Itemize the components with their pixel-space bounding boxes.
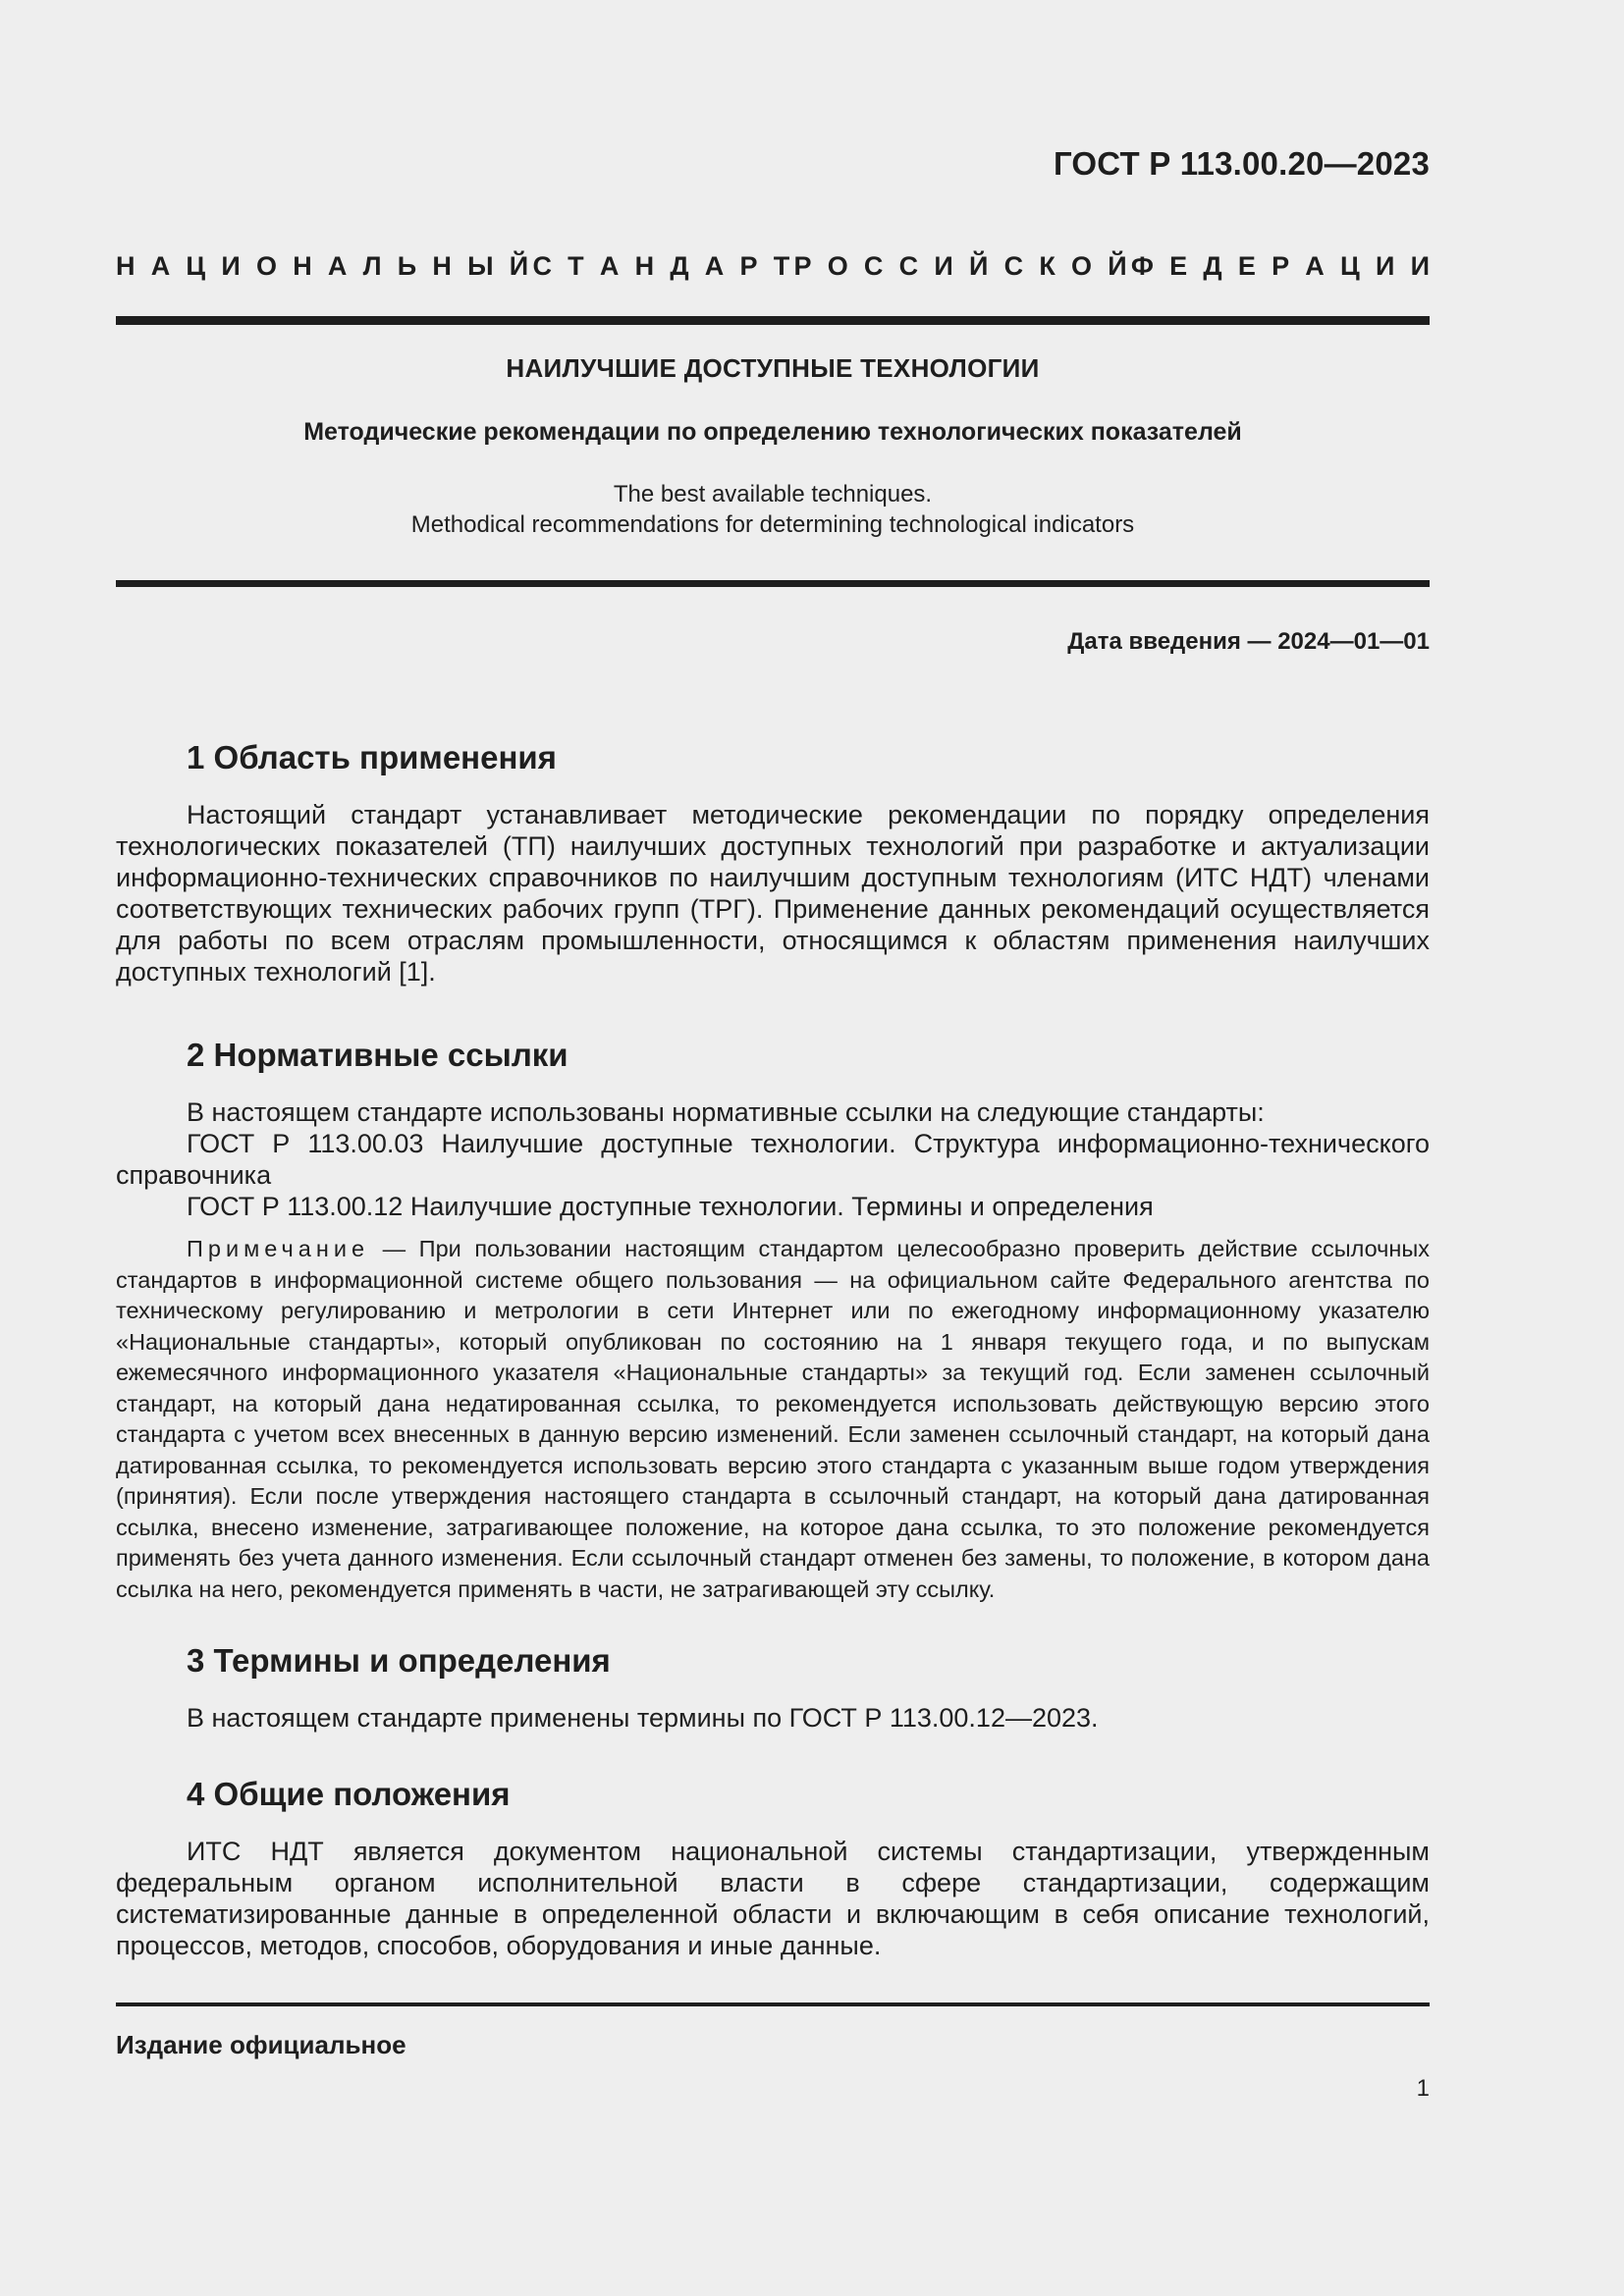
page-number: 1 — [1416, 2075, 1430, 2102]
english-title-line: Methodical recommendations for determining technological indicators — [410, 511, 1135, 538]
banner-word: Ф Е Д Е Р А Ц И И — [1130, 251, 1430, 281]
document-title: НАИЛУЧШИЕ ДОСТУПНЫЕ ТЕХНОЛОГИИ — [506, 353, 1040, 383]
document-page — [116, 0, 1430, 2296]
note-block — [116, 1234, 1430, 1605]
section-heading: 1 Область применения — [187, 739, 557, 775]
top-rule — [116, 316, 1430, 325]
section-heading: 4 Общие положения — [187, 1776, 511, 1812]
note-label: Примечание — [187, 1236, 370, 1261]
section-paragraph: В настоящем стандарте использованы нормативные ссылки на следующие стандарты: — [187, 1097, 1265, 1127]
section-terms — [116, 1641, 1430, 1734]
section-scope — [116, 738, 1430, 988]
section-heading: 2 Нормативные ссылки — [187, 1037, 568, 1073]
edition-label: Издание официальное — [116, 2030, 406, 2059]
reference-item: ГОСТ Р 113.00.03 Наилучшие доступные технологии. Структура информационно-технического справочника — [116, 1129, 1430, 1190]
section-paragraph: Настоящий стандарт устанавливает методические рекомендации по порядку определения технологических показателей (ТП) наилучших доступных технологий при разработке и актуализации информационно-технических справочников по наилучшим доступным технологиям (ИТС НДТ) членами соответствующих технических рабочих групп (ТРГ). Применение данных рекомендаций осуществляется для работы по всем отраслям промышленности, относящимся к областям применения наилучших доступных технологий [1]. — [116, 800, 1430, 987]
footer-rule — [116, 2002, 1430, 2006]
english-title — [116, 479, 1430, 540]
section-paragraph: ИТС НДТ является документом национальной системы стандартизации, утвержденным федеральным органом исполнительной власти в сфере стандартизации, содержащим систематизированные данные в определенной области и включающим в себя описание технологий, процессов, методов, способов, оборудования и иные данные. — [116, 1837, 1430, 1960]
section-paragraph: В настоящем стандарте применены термины по ГОСТ Р 113.00.12—2023. — [187, 1703, 1099, 1733]
section-heading: 3 Термины и определения — [187, 1642, 611, 1679]
english-title-line: The best available techniques. — [613, 481, 933, 507]
banner-word: С Т А Н Д А Р Т — [532, 251, 790, 281]
document-subtitle: Методические рекомендации по определению технологических показателей — [303, 418, 1242, 446]
document-code: ГОСТ Р 113.00.20—2023 — [1053, 145, 1430, 182]
national-standard-banner — [116, 251, 1430, 282]
banner-word: Н А Ц И О Н А Л Ь Н Ы Й — [116, 251, 529, 281]
note-text: — При пользовании настоящим стандартом целесообразно проверить действие ссылочных стандартов в информационной системе общего пользования — на официальном сайте Федерального агентства по техническому регулированию и метрологии в сети Интернет или по ежегодному информационному указателю «Национальные стандарты», который опубликован по состоянию на 1 января текущего года, и по выпускам ежемесячного информационного указателя «Национальные стандарты» за текущий год. Если заменен ссылочный стандарт, на который дана недатированная ссылка, то рекомендуется использовать действующую версию этого стандарта с учетом всех внесенных в данную версию изменений. Если заменен ссылочный стандарт, на который дана датированная ссылка, то рекомендуется использовать версию этого стандарта с указанным выше годом утверждения (принятия). Если после утверждения настоящего стандарта в ссылочный стандарт, на который дана датированная ссылка, внесено изменение, затрагивающее положение, на которое дана ссылка, то это положение рекомендуется применять без учета данного изменения. Если ссылочный стандарт отменен без замены, то положение, в котором дана ссылка на него, рекомендуется применять в части, не затрагивающей эту ссылку. — [116, 1236, 1430, 1602]
reference-item: ГОСТ Р 113.00.12 Наилучшие доступные технологии. Термины и определения — [187, 1192, 1154, 1221]
introduction-date: Дата введения — 2024—01—01 — [1067, 628, 1430, 655]
section-general — [116, 1775, 1430, 1961]
title-bottom-rule — [116, 580, 1430, 587]
section-normative-references — [116, 1036, 1430, 1605]
banner-word: Р О С С И Й С К О Й — [793, 251, 1127, 281]
